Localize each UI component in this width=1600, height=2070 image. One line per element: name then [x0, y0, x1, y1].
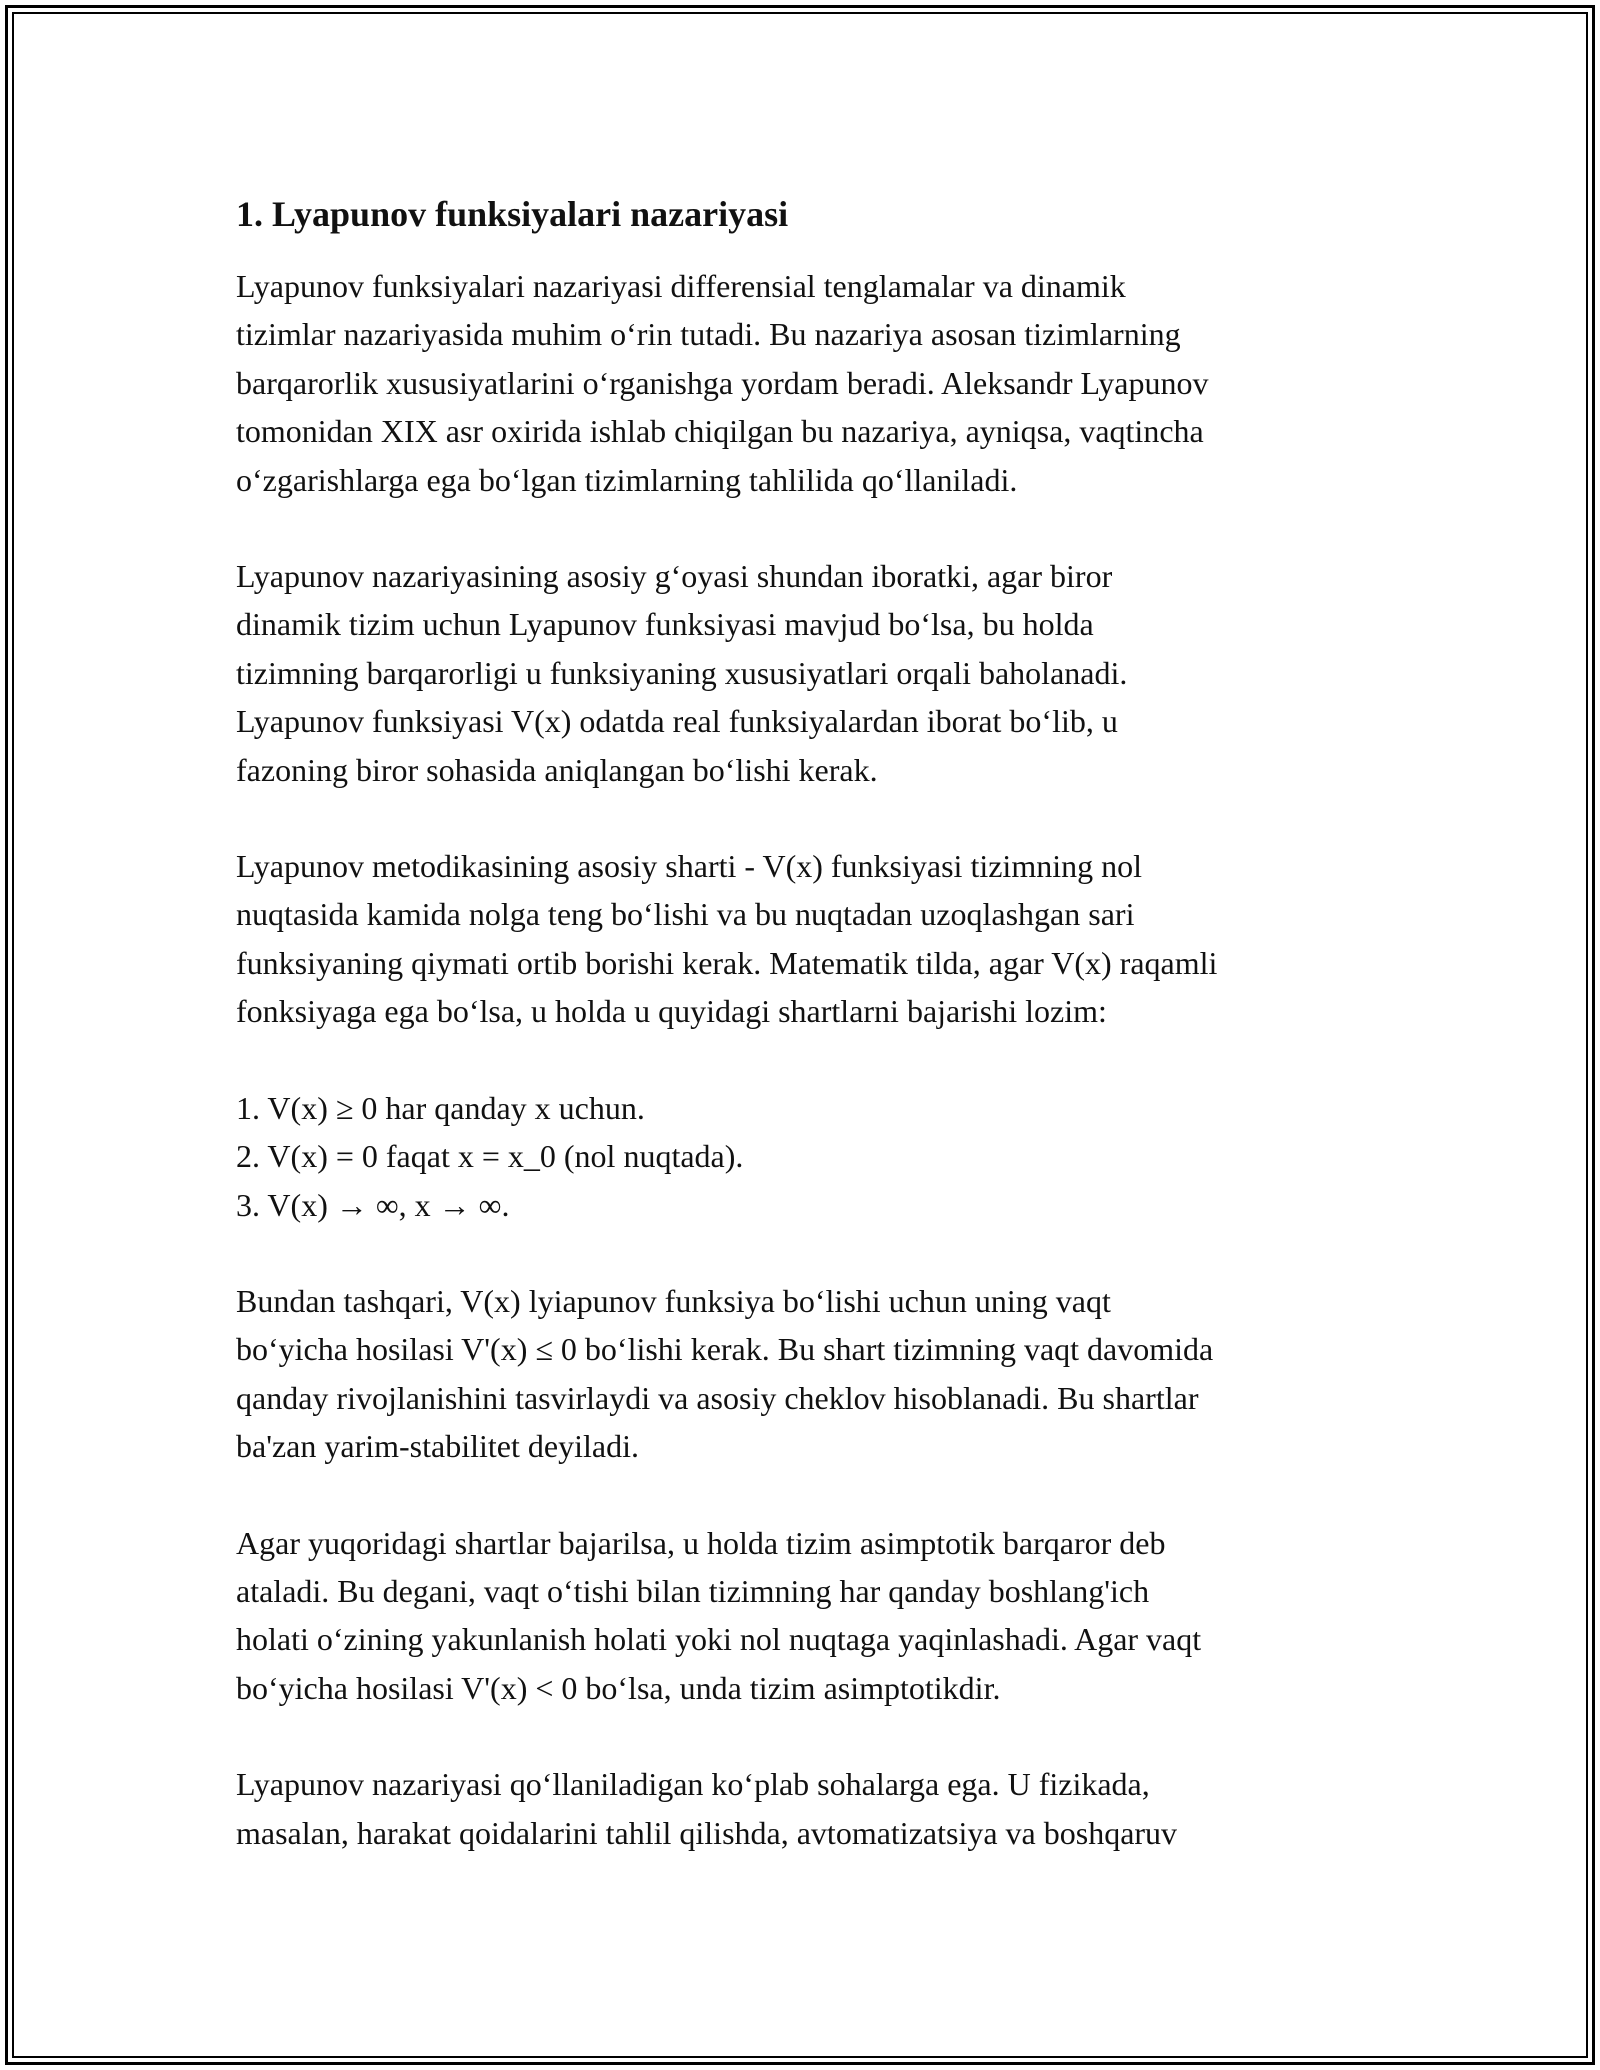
text-line: fonksiyaga ega bo‘lsa, u holda u quyidagi shartlarni bajarishi lozim:: [236, 993, 1107, 1030]
text-line: nuqtasida kamida nolga teng bo‘lishi va bu nuqtadan uzoqlashgan sari: [236, 896, 1135, 933]
paragraph-conditions-intro: [236, 842, 1396, 1036]
paragraph-asymptotic: [236, 1519, 1396, 1713]
text-line: Lyapunov metodikasining asosiy sharti - V(x) funksiyasi tizimning nol: [236, 848, 1142, 885]
text-line: bo‘yicha hosilasi V'(x) < 0 bo‘lsa, unda tizim asimptotikdir.: [236, 1669, 1001, 1706]
text-line: tizimlar nazariyasida muhim o‘rin tutadi. Bu nazariya asosan tizimlarning: [236, 316, 1181, 353]
paragraph-applications: [236, 1760, 1396, 1857]
list-item: 2. V(x) = 0 faqat x = x_0 (nol nuqtada).: [236, 1138, 744, 1175]
text-line: Lyapunov nazariyasi qo‘llaniladigan ko‘plab sohalarga ega. U fizikada,: [236, 1766, 1150, 1803]
text-line: barqarorlik xususiyatlarini o‘rganishga yordam beradi. Aleksandr Lyapunov: [236, 364, 1209, 401]
paragraph-derivative-condition: [236, 1277, 1396, 1471]
list-item: 3. V(x) → ∞, x → ∞.: [236, 1186, 510, 1223]
text-line: funksiyaning qiymati ortib borishi kerak. Matematik tilda, agar V(x) raqamli: [236, 944, 1218, 981]
text-line: Lyapunov nazariyasining asosiy g‘oyasi shundan iboratki, agar biror: [236, 558, 1113, 595]
text-line: o‘zgarishlarga ega bo‘lgan tizimlarning tahlilida qo‘llaniladi.: [236, 461, 1018, 498]
paragraph-main-idea: [236, 552, 1396, 794]
section-heading: 1. Lyapunov funksiyalari nazariyasi: [236, 194, 789, 234]
text-line: Agar yuqoridagi shartlar bajarilsa, u holda tizim asimptotik barqaror deb: [236, 1524, 1166, 1561]
text-line: ataladi. Bu degani, vaqt o‘tishi bilan tizimning har qanday boshlang'ich: [236, 1572, 1150, 1609]
text-line: Bundan tashqari, V(x) lyiapunov funksiya bo‘lishi uchun uning vaqt: [236, 1282, 1111, 1319]
text-line: tomonidan XIX asr oxirida ishlab chiqilgan bu nazariya, ayniqsa, vaqtincha: [236, 413, 1204, 450]
paragraph-intro: [236, 262, 1396, 504]
text-line: bo‘yicha hosilasi V'(x) ≤ 0 bo‘lishi kerak. Bu shart tizimning vaqt davomida: [236, 1331, 1214, 1368]
text-line: fazoning biror sohasida aniqlangan bo‘lishi kerak.: [236, 751, 878, 788]
text-line: tizimning barqarorligi u funksiyaning xususiyatlari orqali baholanadi.: [236, 654, 1128, 691]
text-line: masalan, harakat qoidalarini tahlil qilishda, avtomatizatsiya va boshqaruv: [236, 1814, 1178, 1851]
conditions-list: [236, 1084, 1396, 1229]
text-line: holati o‘zining yakunlanish holati yoki nol nuqtaga yaqinlashadi. Agar vaqt: [236, 1621, 1202, 1658]
list-item: 1. V(x) ≥ 0 har qanday x uchun.: [236, 1089, 645, 1126]
text-line: Lyapunov funksiyasi V(x) odatda real funksiyalardan iborat bo‘lib, u: [236, 703, 1118, 740]
text-line: ba'zan yarim-stabilitet deyiladi.: [236, 1428, 639, 1465]
document-body: [236, 186, 1396, 1857]
text-line: dinamik tizim uchun Lyapunov funksiyasi mavjud bo‘lsa, bu holda: [236, 606, 1094, 643]
text-line: qanday rivojlanishini tasvirlaydi va asosiy cheklov hisoblanadi. Bu shartlar: [236, 1379, 1199, 1416]
text-line: Lyapunov funksiyalari nazariyasi differensial tenglamalar va dinamik: [236, 268, 1126, 304]
